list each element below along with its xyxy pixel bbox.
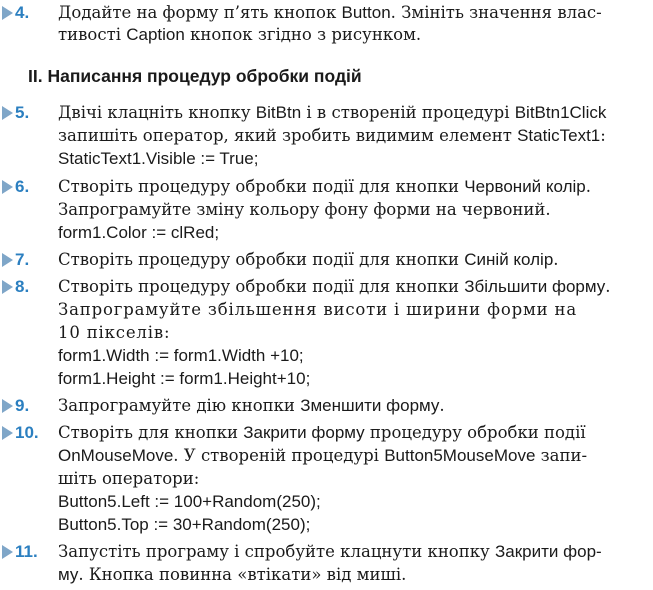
triangle-bullet-icon bbox=[2, 6, 13, 20]
section-heading: II. Написання процедур обробки подій bbox=[28, 66, 362, 86]
step-8-marker bbox=[2, 276, 29, 298]
step-11-marker bbox=[2, 541, 38, 563]
triangle-bullet-icon bbox=[2, 399, 13, 413]
step-7-marker bbox=[2, 249, 29, 271]
step-number: 4. bbox=[15, 3, 30, 22]
code-line: Button5.Top := 30+Random(250); bbox=[58, 515, 311, 534]
step-10-marker bbox=[2, 422, 39, 444]
step-number: 5. bbox=[15, 103, 30, 122]
triangle-bullet-icon bbox=[2, 280, 13, 294]
step-number: 8. bbox=[15, 277, 30, 296]
code-line: form1.Width := form1.Width +10; bbox=[58, 346, 304, 365]
step-6-marker bbox=[2, 176, 29, 198]
step-8-line-1: Створіть процедуру обробки події для кнопки Збільшити форму. bbox=[58, 277, 611, 296]
step-6-line-1: Створіть процедуру обробки події для кнопки Червоний колір. bbox=[58, 177, 592, 196]
step-11-line-2: му. Кнопка повинна «втікати» від миші. bbox=[58, 565, 407, 584]
triangle-bullet-icon bbox=[2, 106, 13, 120]
triangle-bullet-icon bbox=[2, 426, 13, 440]
step-4-marker bbox=[2, 2, 29, 24]
step-8-line-2: Запрограмуйте збільшення висоти і ширини форми на bbox=[58, 300, 577, 319]
step-9-marker bbox=[2, 395, 29, 417]
step-9-line-1: Запрограмуйте дію кнопки Зменшити форму. bbox=[58, 396, 445, 415]
step-number: 11. bbox=[15, 542, 38, 561]
step-5-marker bbox=[2, 102, 29, 124]
step-4-line-2: тивості Caption кнопок згідно з рисунком. bbox=[58, 25, 422, 44]
step-number: 6. bbox=[15, 177, 30, 196]
step-number: 9. bbox=[15, 396, 30, 415]
triangle-bullet-icon bbox=[2, 545, 13, 559]
triangle-bullet-icon bbox=[2, 180, 13, 194]
step-5-line-2: запишіть оператор, який зробить видимим елемент StaticText1: bbox=[58, 126, 606, 145]
step-number: 10. bbox=[15, 423, 39, 442]
code-line: StaticText1.Visible := True; bbox=[58, 149, 259, 168]
step-10-line-3: шіть оператори: bbox=[58, 469, 200, 488]
code-line: Button5.Left := 100+Random(250); bbox=[58, 492, 321, 511]
step-10-line-2: OnMouseMove. У створеній процедурі Button5MouseMove запи- bbox=[58, 446, 588, 465]
step-10-line-1: Створіть для кнопки Закрити форму процедуру обробки події bbox=[58, 423, 586, 442]
step-7-line-1: Створіть процедуру обробки події для кнопки Синій колір. bbox=[58, 250, 559, 269]
step-6-line-2: Запрограмуйте зміну кольору фону форми на червоний. bbox=[58, 200, 551, 219]
step-11-line-1: Запустіть програму і спробуйте клацнути кнопку Закрити фор- bbox=[58, 542, 602, 561]
code-line: form1.Color := clRed; bbox=[58, 223, 220, 242]
code-line: form1.Height := form1.Height+10; bbox=[58, 369, 311, 388]
triangle-bullet-icon bbox=[2, 253, 13, 267]
step-4-line-1: Додайте на форму п’ять кнопок Button. Змініть значення влас- bbox=[58, 3, 602, 22]
step-5-line-1: Двічі клацніть кнопку BitBtn і в створеній процедурі BitBtn1Click bbox=[58, 103, 607, 122]
step-number: 7. bbox=[15, 250, 30, 269]
step-8-line-3: 10 пікселів: bbox=[58, 323, 171, 342]
